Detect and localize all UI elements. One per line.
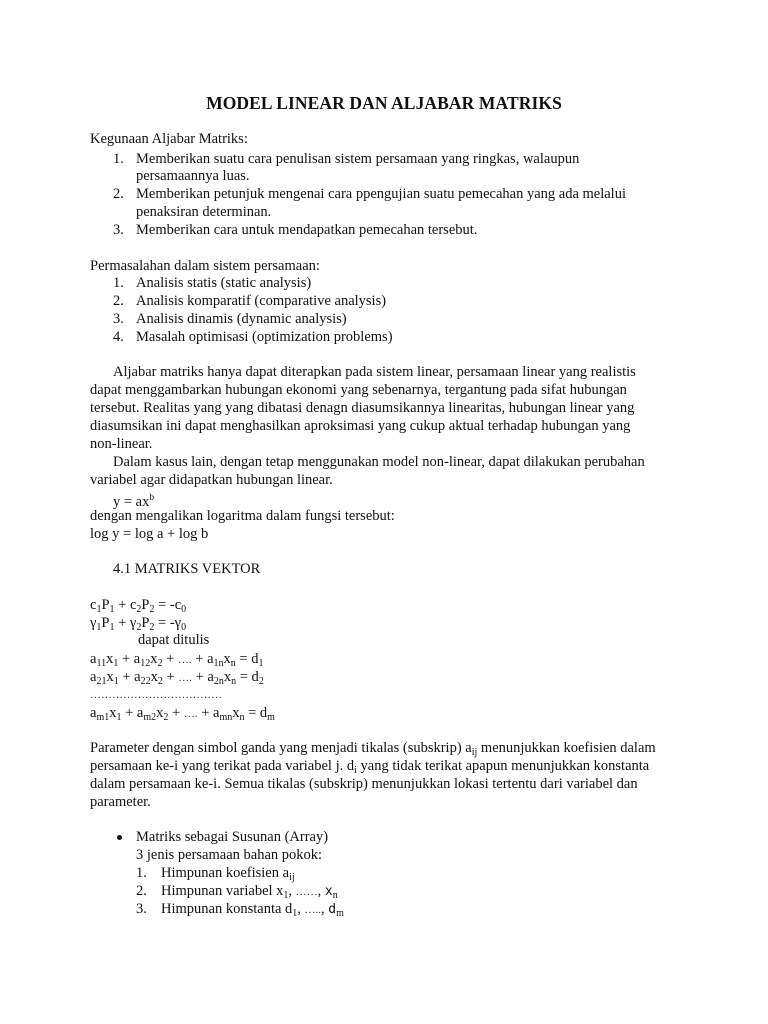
list-number: 1. (136, 865, 147, 881)
list-number: 2. (136, 883, 147, 899)
paragraph-line: non-linear. (90, 436, 153, 452)
system-row-1: $a_{11}x_1 + a_{12}x_2$ + …. + $a_{1n}x_n = d_1$ (90, 651, 264, 669)
list-item: Memberikan suatu cara penulisan sistem persamaan yang ringkas, walaupun (136, 151, 580, 167)
paragraph-line: Parameter dengan simbol ganda yang menjadi tikalas (subskrip) $a_{ij}$ menunjukkan koefisien dalam (90, 740, 656, 758)
list-number: 2. (113, 293, 124, 309)
page-title: MODEL LINEAR DAN ALJABAR MATRIKS (206, 93, 562, 113)
paragraph-line: variabel agar didapatkan hubungan linear. (90, 472, 333, 488)
bullet-sub-intro: 3 jenis persamaan bahan pokok: (136, 847, 323, 863)
list-number: 3. (113, 222, 124, 238)
equation-gamma: $\gamma_1P_1 + \gamma_2P_2 = -\gamma_0$ (90, 615, 187, 633)
list-item: Masalah optimisasi (optimization problems) (136, 329, 393, 345)
list-item: Himpunan konstanta $d_1$, ….., $d_m$ (161, 901, 344, 919)
paragraph-line: dalam persamaan ke-i. Semua tikalas (subskrip) menunjukkan lokasi tertentu dari variabel dan (90, 776, 638, 792)
list-item: Analisis komparatif (comparative analysis) (136, 293, 387, 309)
kegunaan-heading: Kegunaan Aljabar Matriks: (90, 131, 248, 147)
system-row-dots: ……………………………… (90, 689, 222, 701)
equation-power: $y = ax^b$ (113, 493, 155, 510)
list-item: Memberikan cara untuk mendapatkan pemecahan tersebut. (136, 222, 478, 238)
paragraph-line: diasumsikan ini dapat menghasilkan aproksimasi yang cukup aktual terhadap hubungan yang (90, 418, 631, 434)
list-item-cont: penaksiran determinan. (136, 204, 272, 220)
paragraph-line: persamaan ke-i yang terikat pada variabel j. $d_i$ yang tidak terikat apapun menunjukkan konstanta (90, 758, 650, 776)
list-number: 2. (113, 186, 124, 202)
list-number: 3. (113, 311, 124, 327)
list-item: Himpunan koefisien $a_{ij}$ (161, 865, 295, 883)
paragraph-line: dapat menggambarkan hubungan ekonomi yang sebenarnya, tergantung pada sifat hubungan (90, 382, 627, 398)
section-heading: 4.1 MATRIKS VEKTOR (113, 561, 261, 577)
system-row-m: $a_{m1}x_1 + a_{m2}x_2$ + …. + $a_{mn}x_n = d_m$ (90, 705, 275, 723)
paragraph-line: Aljabar matriks hanya dapat diterapkan pada sistem linear, persamaan linear yang realistis (113, 364, 636, 380)
equation-c: $c_1P_1 + c_2P_2 = -c_0$ (90, 597, 187, 615)
list-number: 1. (113, 275, 124, 291)
system-row-2: $a_{21}x_1 + a_{22}x_2$ + …. + $a_{2n}x_n = d_2$ (90, 669, 264, 687)
paragraph-line: Dalam kasus lain, dengan tetap menggunakan model non-linear, dapat dilakukan perubahan (113, 454, 645, 470)
bullet-icon (117, 835, 122, 840)
log-equation: log y = log a + log b (90, 526, 209, 542)
paragraph-line: parameter. (90, 794, 151, 810)
list-item: Analisis statis (static analysis) (136, 275, 312, 291)
list-number: 4. (113, 329, 124, 345)
list-item: Memberikan petunjuk mengenai cara ppengujian suatu pemecahan yang ada melalui (136, 186, 626, 202)
list-item: Analisis dinamis (dynamic analysis) (136, 311, 347, 327)
bullet-text: Matriks sebagai Susunan (Array) (136, 829, 329, 845)
list-number: 1. (113, 151, 124, 167)
paragraph-line: tersebut. Realitas yang yang dibatasi denagn diasumsikannya linearitas, hubungan linear yang (90, 400, 635, 416)
permasalahan-heading: Permasalahan dalam sistem persamaan: (90, 258, 320, 274)
dapat-ditulis: dapat ditulis (138, 632, 210, 648)
log-intro: dengan mengalikan logaritma dalam fungsi tersebut: (90, 508, 395, 524)
list-item-cont: persamaannya luas. (136, 168, 250, 184)
list-number: 3. (136, 901, 147, 917)
list-item: Himpunan variabel $x_1$, ……, $x_n$ (161, 883, 338, 901)
